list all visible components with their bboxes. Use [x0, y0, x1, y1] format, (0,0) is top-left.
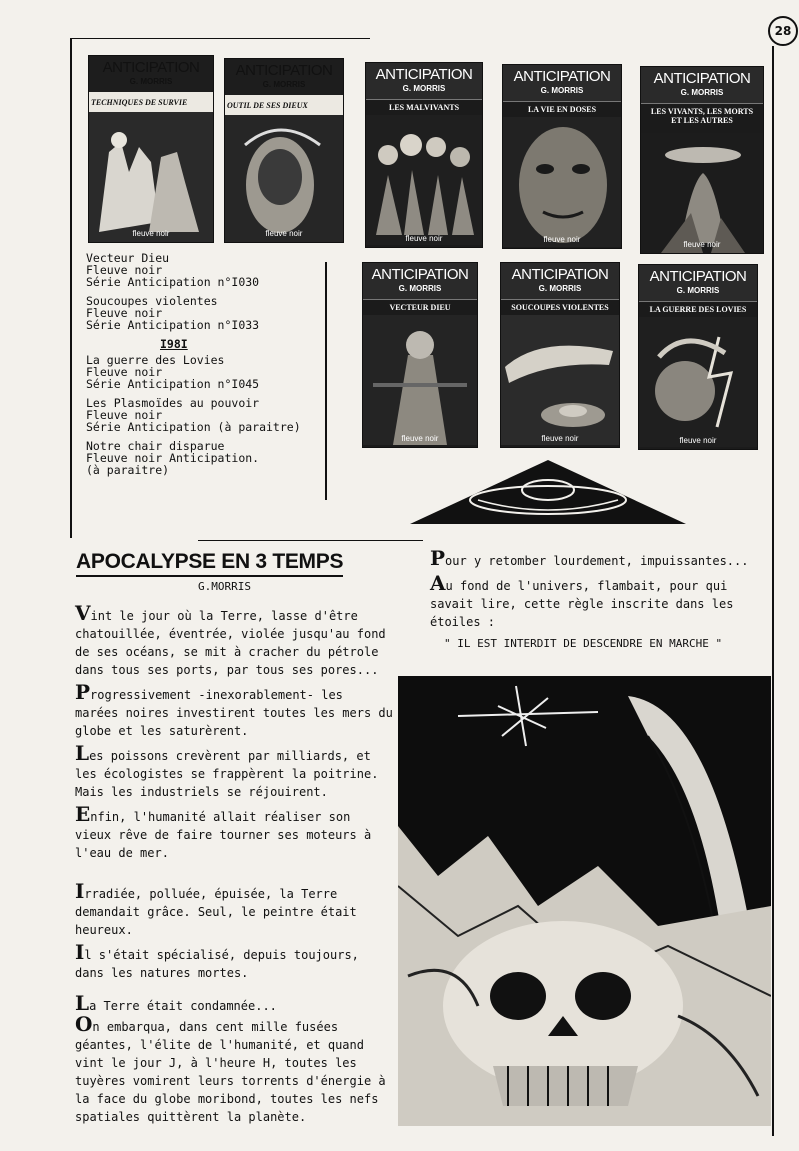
- drop-cap: O: [75, 1012, 93, 1036]
- drop-cap: I: [75, 940, 85, 964]
- paragraph: Les poissons crevèrent par milliards, et les écologistes se frappèrent la poitrine. Mais les industriels se réjouirent.: [75, 741, 379, 799]
- left-margin-rule: [70, 38, 72, 538]
- drop-cap: I: [75, 879, 85, 903]
- cover-artwork: [89, 112, 213, 242]
- section-divider: [198, 540, 423, 541]
- drop-cap: L: [75, 741, 90, 765]
- bibliography-entry: Soucoupes violentes Fleuve noir Série Anticipation n°I033: [86, 294, 260, 332]
- cover-artwork: [501, 315, 619, 445]
- book-cover: ANTICIPATION G. MORRIS LES MALVIVANTS fleuve noir: [365, 62, 483, 248]
- article-left-column: [75, 601, 393, 1132]
- bibliography-entry: Notre chair disparue Fleuve noir Anticipation. (à paraitre): [86, 439, 260, 477]
- paragraph: Enfin, l'humanité allait réaliser son vieux rêve de faire tourner ses moteurs à l'eau de mer.: [75, 802, 372, 860]
- cover-artwork: [366, 115, 482, 245]
- book-cover: ANTICIPATION G. MORRIS SOUCOUPES VIOLENTES fleuve noir: [500, 262, 620, 448]
- drop-cap: P: [75, 680, 91, 704]
- paragraph: Au fond de l'univers, flambait, pour qui savait lire, cette règle inscrite dans les étoiles :: [430, 571, 734, 629]
- drop-cap: A: [430, 571, 446, 595]
- paragraph: Vint le jour où la Terre, lasse d'être chatouillée, éventrée, violée jusqu'au fond de ses océans, se mit à cracher du pétrole dans tous ses ports, par tous ses pores...: [75, 601, 386, 677]
- paragraph: Pour y retomber lourdement, impuissantes...: [430, 546, 749, 570]
- cover-artwork: [639, 317, 757, 447]
- cover-artwork: [225, 115, 343, 243]
- cover-artwork: [363, 315, 477, 445]
- book-cover: ANTICIPATION G. MORRIS VECTEUR DIEU fleuve noir: [362, 262, 478, 448]
- cover-artwork: [641, 133, 763, 254]
- top-rule: [70, 38, 370, 39]
- skull-spaceship-illustration: [398, 676, 771, 1126]
- book-cover: ANTICIPATION G. MORRIS LA GUERRE DES LOVIES fleuve noir: [638, 264, 758, 450]
- bibliography-entry: Les Plasmoïdes au pouvoir Fleuve noir Série Anticipation (à paraitre): [86, 396, 301, 434]
- bibliography-list: [86, 252, 326, 483]
- ufo-emblem: [408, 458, 688, 526]
- pull-quote: " IL EST INTERDIT DE DESCENDRE EN MARCHE ": [444, 637, 723, 650]
- book-cover: ANTICIPATION G. MORRIS OUTIL DE SES DIEUX fleuve noir: [224, 58, 344, 243]
- article-right-column: [430, 546, 770, 637]
- right-margin-rule: [772, 46, 774, 1136]
- bibliography-entry: Vecteur Dieu Fleuve noir Série Anticipation n°I030: [86, 251, 260, 289]
- book-cover: ANTICIPATION G. MORRIS LES VIVANTS, LES MORTS ET LES AUTRES fleuve noir: [640, 66, 764, 254]
- drop-cap: L: [75, 991, 90, 1015]
- article-title: APOCALYPSE EN 3 TEMPS: [76, 550, 343, 577]
- cover-artwork: [503, 117, 621, 247]
- book-cover: ANTICIPATION G. MORRIS LA VIE EN DOSES fleuve noir: [502, 64, 622, 249]
- drop-cap: P: [430, 546, 446, 570]
- paragraph: La Terre était condamnée...: [75, 991, 277, 1015]
- paragraph: On embarqua, dans cent mille fusées géantes, l'élite de l'humanité, et quand vint le jour J, à l'heure H, toutes les tuyères vomirent leurs torrents d'énergie à la face du globe moribond, toutes les nefs spatiales quittèrent la planète.: [75, 1012, 386, 1124]
- paragraph: Il s'était spécialisé, depuis toujours, dans les natures mortes.: [75, 940, 359, 980]
- paragraph: Irradiée, polluée, épuisée, la Terre demandait grâce. Seul, le peintre était heureux.: [75, 879, 357, 937]
- book-cover: ANTICIPATION G. MORRIS TECHNIQUES DE SURVIE fleuve noir: [88, 55, 214, 243]
- drop-cap: V: [75, 601, 91, 625]
- article-author: G.MORRIS: [198, 580, 251, 593]
- drop-cap: E: [75, 802, 91, 826]
- page-number: 28: [768, 16, 798, 46]
- paragraph: Progressivement -inexorablement- les marées noires investirent toutes les mers du globe et les saturèrent.: [75, 680, 393, 738]
- bibliography-entry: La guerre des Lovies Fleuve noir Série Anticipation n°I045: [86, 353, 260, 391]
- year-heading: I98I: [160, 337, 188, 351]
